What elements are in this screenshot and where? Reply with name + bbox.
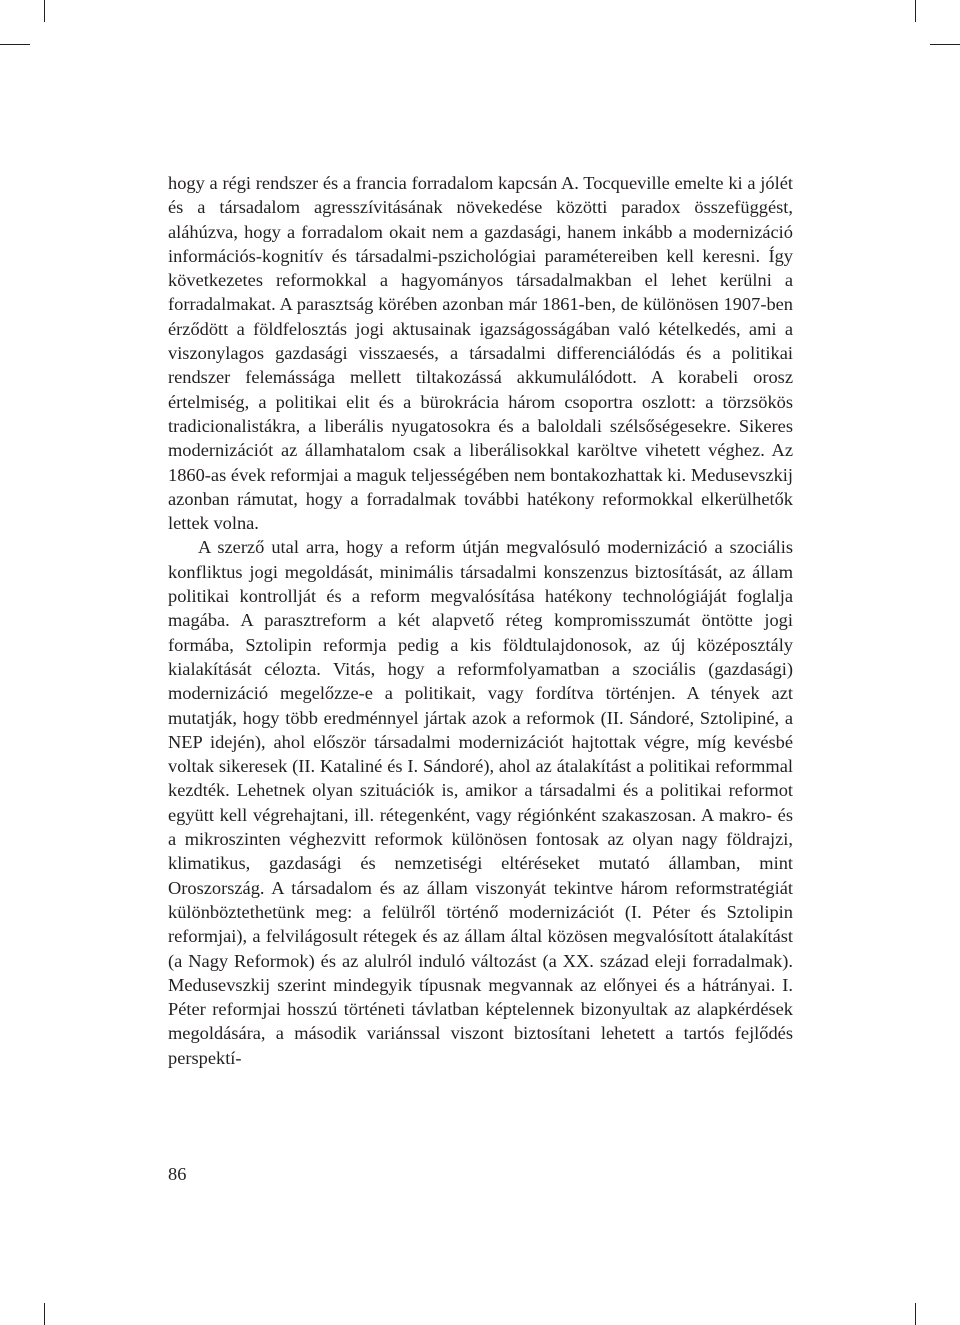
- crop-mark-top-left-horizontal: [0, 44, 30, 45]
- crop-mark-top-right-horizontal: [930, 44, 960, 45]
- crop-mark-top-right-vertical: [915, 0, 916, 22]
- body-text: [168, 171, 793, 1070]
- page-number: 86: [168, 1164, 187, 1184]
- crop-mark-top-left-vertical: [44, 0, 45, 22]
- paragraph: A szerző utal arra, hogy a reform útján megvalósuló modernizáció a szociális konfliktus jogi megoldását, minimális társadalmi konszenzus biztosítását, az állam politikai kontrollját és a reform megvalósítása hatékony technológiáját foglalja magába. A parasztreform a két alapvető réteg kompromisszumát öntötte jogi formába, Sztolipin reformja pedig a kis földtulajdonosok, az új középosztály kialakítását célozta. Vitás, hogy a reformfolyamatban a szociális (gazdasági) modernizáció megelőzze-e a politikait, vagy fordítva történjen. A tények azt mutatják, hogy több eredménnyel jártak azok a reformok (II. Sándoré, Sztolipiné, a NEP idején), ahol először társadalmi modernizációt hajtottak végre, míg kevésbé voltak sikeresek (II. Kataliné és I. Sándoré), ahol az átalakítást a politikai reformmal kezdték. Lehetnek olyan szituációk is, amikor a társadalmi és a politikai reformot együtt kell végrehajtani, ill. rétegenként, vagy régiónként szakaszosan. A makro- és a mikroszinten véghezvitt reformok különösen fontosak az olyan nagy földrajzi, klimatikus, gazdasági és nemzetiségi eltéréseket mutató államban, mint Oroszország. A társadalom és az állam viszonyát tekintve három reformstratégiát különböztethetünk meg: a felülről történő modernizációt (I. Péter és Sztolipin reformjai), a felvilágosult rétegek és az állam által közösen megvalósított átalakítást (a Nagy Reformok) és az alulról induló változást (a XX. század eleji forradalmak). Medusevszkij szerint mindegyik típusnak megvannak az előnyei és a hátrányai. I. Péter reformjai hosszú történeti távlatban képtelennek bizonyultak az alapkérdések megoldására, a második variánssal viszont biztosítani lehetett a tartós fejlődés perspektí-: [168, 537, 793, 1068]
- paragraph: hogy a régi rendszer és a francia forradalom kapcsán A. Tocqueville emelte ki a jólét és a társadalom agresszívitásának növekedése közötti paradox összefüggést, aláhúzva, hogy a forradalom okait nem a gazdasági, hanem inkább a modernizáció információs-kognitív és társadalmi-pszichológiai paramétereiben kell keresni. Így következetes reformokkal a hagyományos társadalmakban el lehet kerülni a forradalmakat. A parasztság körében azonban már 1861-ben, de különösen 1907-ben érződött a földfelosztás jogi aktusainak igazságosságában való kételkedés, ami a viszonylagos gazdasági visszaesés, a társadalmi differenciálódás és a politikai rendszer felemássága mellett tiltakozássá akkumulálódott. A korabeli orosz értelmiség, a politikai elit és a bürokrácia három csoportra oszlott: a törzsökös tradicionalistákra, a liberális nyugatosokra és a baloldali szélsőségesekre. Sikeres modernizációt az államhatalom csak a liberálisokkal karöltve vihetett véghez. Az 1860-as évek reformjai a maguk teljességében nem bontakozhattak ki. Medusevszkij azonban rámutat, hogy a forradalmak további hatékony reformokkal elkerülhetők lettek volna.: [168, 173, 793, 534]
- crop-mark-bottom-right-vertical: [915, 1303, 916, 1325]
- crop-mark-bottom-left-vertical: [44, 1303, 45, 1325]
